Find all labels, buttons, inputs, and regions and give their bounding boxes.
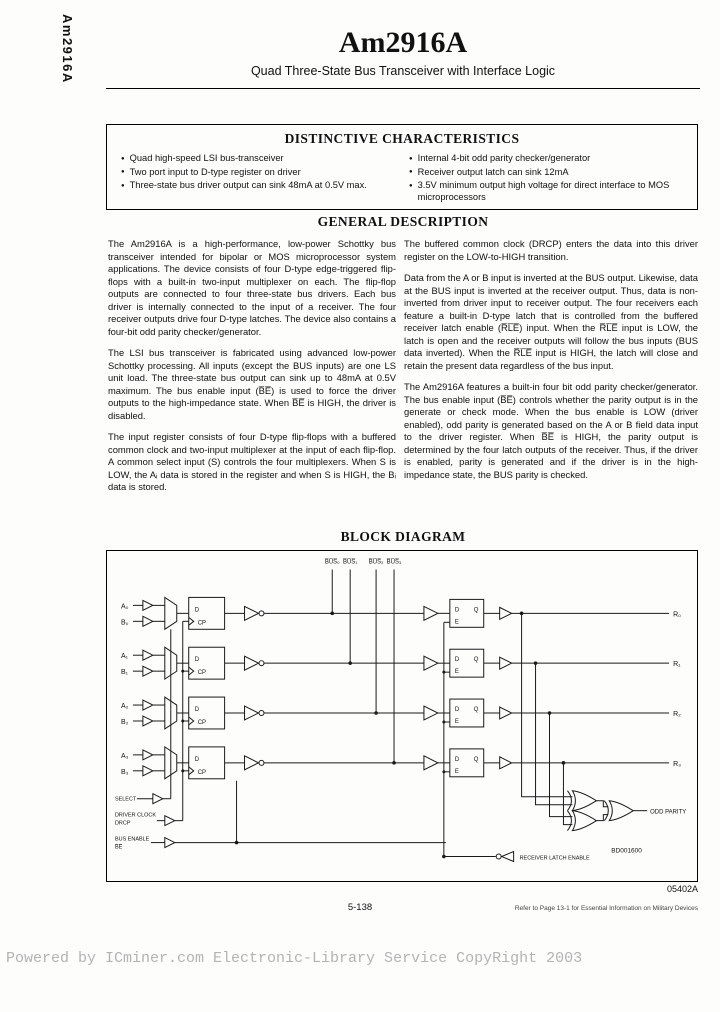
page-title: Am2916A: [338, 26, 468, 59]
latch-e-label: E: [454, 669, 459, 676]
paragraph: The input register consists of four D-type flip-flops with a buffered common clock and two-input multiplexer at the input of each flip-flop. A common select input (S) controls the four multiplexers. When S is LOW, the Aᵢ data is stored in the register and when S is HIGH, the Bᵢ data is stored.: [108, 431, 396, 492]
bullet-item: [409, 167, 689, 179]
ff-cp-label: CP: [197, 620, 206, 627]
be-pin-label: B̅E̅: [114, 844, 123, 851]
bullet-icon: ●: [409, 169, 413, 176]
mux-icon: [165, 597, 177, 629]
bus-driver-icon: [245, 656, 259, 670]
paragraph: The LSI bus transceiver is fabricated using advanced low-power Schottky processing. All inputs (except the BUS inputs) are one LS unit load. The three-state bus output can sink up to 48mA at 0.5V maximum. The bus enable input (B̅E̅) is used to force the driver outputs to the high-impedance state. When B̅E̅ is HIGH, the driver is disabled.: [108, 347, 396, 421]
bus-label: B̅U̅S̅₂: [368, 559, 384, 566]
bullet-icon: ●: [121, 182, 125, 189]
distinctive-heading: DISTINCTIVE CHARACTERISTICS: [284, 131, 520, 146]
buffer-icon: [143, 616, 153, 626]
input-a-label: A₃: [120, 752, 129, 760]
receiver-output-label: R₀: [673, 611, 682, 619]
driver-clock-label: DRIVER CLOCK: [114, 812, 157, 819]
latch-d-label: D: [454, 707, 460, 714]
ff-d-label: D: [194, 756, 200, 763]
general-description-right-column: [404, 238, 698, 490]
distinctive-columns: [121, 153, 689, 205]
ff-d-label: D: [194, 707, 200, 714]
bullet-text: Receiver output latch can sink 12mA: [417, 166, 569, 177]
buffer-icon: [500, 657, 512, 669]
bullet-item: [409, 180, 689, 203]
input-b-label: B₃: [120, 768, 129, 776]
bullet-item: [409, 153, 689, 165]
driver-receiver-channel: [121, 559, 681, 825]
bus-driver-icon: [245, 706, 259, 720]
buffer-icon: [502, 852, 514, 862]
military-devices-note: Refer to Page 13-1 for Essential Information on Military Devices: [514, 905, 698, 912]
latch-q-label: Q: [473, 707, 479, 714]
bus-label: B̅U̅S̅₁: [343, 559, 358, 566]
bus-driver-icon: [245, 606, 259, 620]
bullet-text: Internal 4-bit odd parity checker/generator: [417, 153, 591, 163]
general-description-heading: GENERAL DESCRIPTION: [317, 214, 489, 229]
block-diagram-box: [106, 550, 698, 882]
buffer-icon: [165, 838, 175, 848]
receiver-output-label: R₁: [673, 661, 681, 669]
document-number: 05402A: [666, 884, 698, 894]
input-b-label: B₂: [120, 718, 129, 726]
select-label: SELECT: [114, 796, 137, 803]
bullet-icon: ●: [121, 155, 125, 162]
library-watermark: Powered by ICminer.com Electronic-Library Service CopyRight 2003: [6, 950, 583, 967]
receiver-output-label: R₃: [673, 760, 681, 768]
ff-cp-label: CP: [197, 769, 206, 776]
buffer-icon: [143, 766, 153, 776]
buffer-icon: [143, 600, 153, 610]
bus-driver-icon: [245, 756, 259, 770]
receiver-icon: [424, 706, 438, 720]
ff-d-label: D: [194, 657, 200, 664]
bullet-icon: ●: [409, 182, 413, 189]
side-tab-label: Am2916A: [60, 14, 75, 84]
distinctive-right-column: [409, 153, 689, 205]
header-rule: [106, 88, 700, 89]
buffer-icon: [153, 794, 163, 804]
paragraph: The Am2916A is a high-performance, low-power Schottky bus transceiver intended for bipolar or MOS microprocessor system applications. The device consists of four D-type edge-triggered flip-flops with a built-in two-input multiplexer on each. The flip-flop outputs are connected to four three-state bus drivers. Each bus driver is internally connected to the input of a receiver. The four receiver outputs drive four D-type latches. The device also contains a four-bit odd parity checker/generator.: [108, 238, 396, 337]
latch-q-label: Q: [473, 607, 479, 614]
latch-d-label: D: [454, 756, 460, 763]
bus-label: B̅U̅S̅₀: [324, 559, 340, 566]
buffer-icon: [143, 750, 153, 760]
control-inputs: [115, 621, 590, 861]
receiver-output-label: R₂: [673, 711, 681, 718]
distinctive-characteristics-box: [106, 124, 698, 210]
receiver-icon: [424, 656, 438, 670]
receiver-icon: [424, 756, 438, 770]
buffer-icon: [143, 650, 153, 660]
paragraph: The buffered common clock (DRCP) enters the data into this driver register on the LOW-to-HIGH transition.: [404, 238, 698, 262]
latch-q-label: Q: [473, 657, 479, 664]
latch-e-label: E: [454, 718, 459, 725]
buffer-icon: [143, 700, 153, 710]
parity-checker-generator: [567, 791, 686, 831]
receiver-icon: [424, 606, 438, 620]
input-a-label: A₀: [120, 603, 129, 611]
bullet-item: [121, 167, 393, 179]
latch-d-label: D: [454, 657, 460, 664]
latch-e-label: E: [454, 619, 459, 626]
input-a-label: A₂: [120, 703, 129, 711]
block-diagram-schematic: [107, 551, 697, 881]
bullet-item: [121, 180, 393, 192]
diagram-code: BD001600: [611, 847, 642, 855]
bullet-icon: ●: [409, 155, 413, 162]
input-a-label: A₁: [120, 653, 128, 661]
buffer-icon: [500, 607, 512, 619]
ff-cp-label: CP: [197, 670, 206, 677]
general-description-left-column: [108, 238, 396, 503]
paragraph: Data from the A or B input is inverted at the BUS output. Likewise, data at the BUS input is inverted at the receiver output. Thus, data is non-inverted from driver input to receiver output. The four receivers each feature a built-in D-type latch that is controlled from the buffered receiver latch enable (R̅L̅E̅) input. When the R̅L̅E̅ input is LOW, the latch is open and the receiver outputs will follow the bus inputs (BUS data inverted). When the R̅L̅E̅ input is HIGH, the latch will close and retain the present data regardless of the bus input.: [404, 272, 698, 371]
bullet-icon: ●: [121, 169, 125, 176]
latch-e-label: E: [454, 768, 459, 775]
buffer-icon: [500, 707, 512, 719]
buffer-icon: [143, 716, 153, 726]
page-number: 5-138: [347, 902, 373, 913]
driver-receiver-channel: [121, 559, 681, 805]
receiver-latch-enable-label: RECEIVER LATCH ENABLE: [519, 855, 590, 862]
input-b-label: B₀: [120, 619, 129, 627]
distinctive-left-column: [121, 153, 393, 205]
bullet-text: Three-state bus driver output can sink 48mA at 0.5V max.: [129, 180, 367, 191]
bus-enable-label: BUS ENABLE: [114, 836, 150, 843]
latch-q-label: Q: [473, 756, 479, 763]
page-subtitle: Quad Three-State Bus Transceiver with Interface Logic: [250, 64, 556, 78]
xor-gate-icon: [572, 811, 596, 831]
xor-gate-icon: [572, 791, 596, 811]
bullet-text: Quad high-speed LSI bus-transceiver: [129, 153, 284, 163]
bullet-item: [121, 153, 393, 165]
drcp-pin-label: DRCP: [114, 820, 131, 827]
buffer-icon: [165, 816, 175, 826]
ff-cp-label: CP: [197, 719, 206, 726]
buffer-icon: [500, 757, 512, 769]
driver-receiver-channel: [121, 559, 681, 797]
input-b-label: B₁: [120, 669, 128, 677]
paragraph: The Am2916A features a built-in four bit odd parity checker/generator. The bus enable input (B̅E̅) controls whether the parity output is in the generate or check mode. When the bus enable is LOW (driver enabled), odd parity is generated based on the A or B field data input to the driver register. When B̅E̅ is HIGH, the parity output is determined by the four latch outputs of the receiver. Thus, if the driver is enabled, parity is generated and if the driver is in the high-impedance state, the BUS parity is checked.: [404, 381, 698, 480]
bus-label: B̅U̅S̅₃: [386, 559, 402, 566]
bullet-text: Two port input to D-type register on driver: [129, 166, 301, 177]
odd-parity-label: ODD PARITY: [650, 809, 687, 816]
latch-d-label: D: [454, 607, 460, 614]
bullet-text: 3.5V minimum output high voltage for direct interface to MOS microprocessors: [417, 180, 670, 202]
ff-d-label: D: [194, 607, 200, 614]
buffer-icon: [143, 666, 153, 676]
block-diagram-heading: BLOCK DIAGRAM: [340, 529, 466, 544]
xor-gate-icon: [609, 801, 633, 821]
